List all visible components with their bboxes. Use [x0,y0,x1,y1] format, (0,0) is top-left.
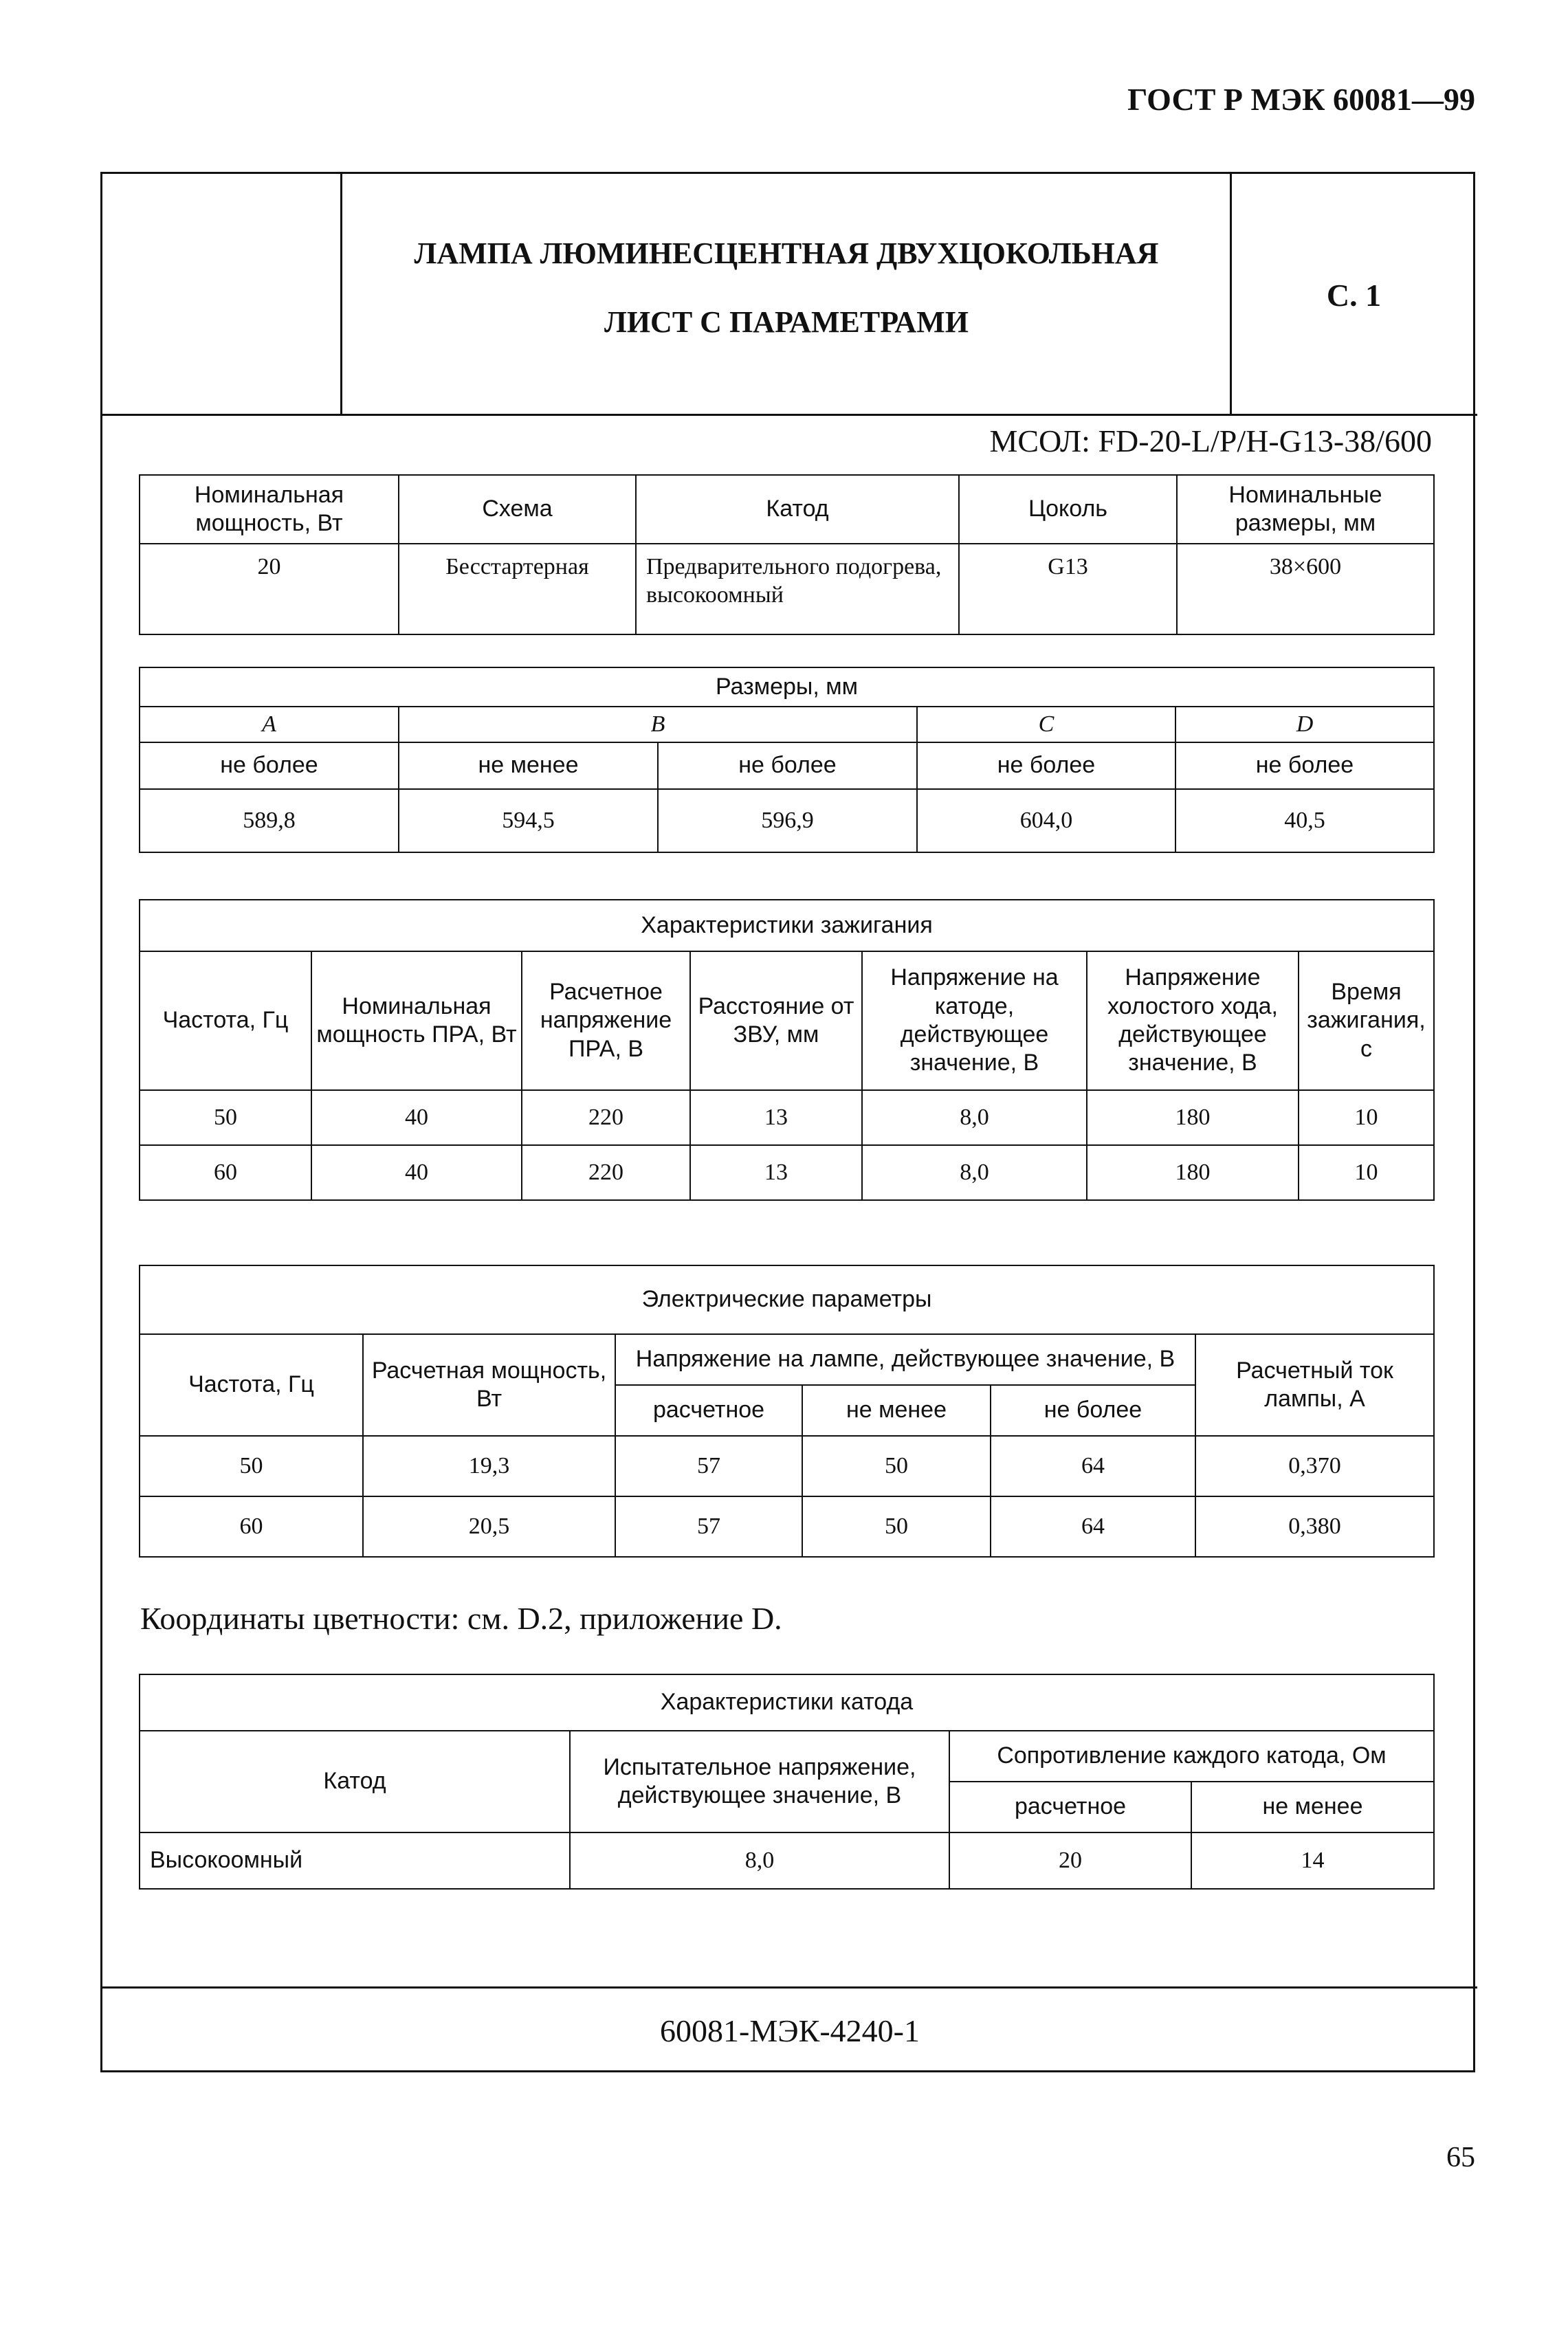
cath-subheader-rated: расчетное [949,1782,1191,1832]
dim-value-a: 589,8 [140,789,399,852]
dim-letter-b: B [399,707,917,742]
page-number: 65 [1446,2142,1475,2173]
ign-header-frequency: Частота, Гц [140,951,311,1090]
cath-subheader-min: не менее [1191,1782,1434,1832]
el-cell: 0,370 [1195,1436,1434,1496]
el-cell: 64 [991,1436,1195,1496]
value-cathode: Предварительного подогрева, высокоомный [636,544,959,634]
header-nominal-dimensions: Номинальные размеры, мм [1177,475,1434,544]
el-header-power: Расчетная мощность, Вт [363,1334,615,1436]
ign-header-open-circuit-voltage: Напряжение холостого хода, действующее значение, В [1087,951,1299,1090]
el-subheader-rated: расчетное [615,1385,802,1436]
dim-letter-c: C [917,707,1175,742]
ign-cell: 10 [1299,1145,1434,1200]
electrical-table [139,1265,1435,1558]
ign-header-ballast-power: Номинальная мощность ПРА, Вт [311,951,522,1090]
cath-value-test-voltage: 8,0 [570,1832,949,1889]
ign-cell: 40 [311,1090,522,1145]
value-nominal-power: 20 [140,544,399,634]
ign-cell: 13 [690,1090,862,1145]
table-row [140,1090,1434,1145]
ign-cell: 8,0 [862,1145,1087,1200]
el-cell: 50 [140,1436,363,1496]
dim-limit-d: не более [1175,742,1434,789]
lamp-designation: МСОЛ: FD-20-L/P/H-G13-38/600 [989,423,1432,458]
cath-header-test-voltage: Испытательное напряжение, действующее значение, В [570,1731,949,1832]
cathode-title: Характеристики катода [140,1674,1434,1731]
cath-value-rated: 20 [949,1832,1191,1889]
el-header-current: Расчетный ток лампы, А [1195,1334,1434,1436]
ign-cell: 220 [522,1145,690,1200]
sheet-page-label: С. 1 [1326,278,1382,313]
ign-header-distance: Расстояние от ЗВУ, мм [690,951,862,1090]
ign-header-ignition-time: Время зажигания, с [1299,951,1434,1090]
el-header-lamp-voltage: Напряжение на лампе, действующее значение, В [615,1334,1195,1385]
ign-cell: 60 [140,1145,311,1200]
value-cap: G13 [959,544,1177,634]
sheet-code: 60081-МЭК-4240-1 [660,2013,920,2048]
dim-letter-d: D [1175,707,1434,742]
header-nominal-power: Номинальная мощность, Вт [140,475,399,544]
lamp-main-table [139,474,1435,635]
electrical-title: Электрические параметры [140,1265,1434,1334]
ignition-title: Характеристики зажигания [140,900,1434,951]
ign-cell: 10 [1299,1090,1434,1145]
ign-cell: 180 [1087,1145,1299,1200]
dim-limit-c: не более [917,742,1175,789]
standard-number: ГОСТ Р МЭК 60081—99 [1127,82,1475,117]
ign-header-cathode-voltage: Напряжение на катоде, действующее значение, В [862,951,1087,1090]
ign-cell: 180 [1087,1090,1299,1145]
el-cell: 50 [802,1436,991,1496]
dim-value-c: 604,0 [917,789,1175,852]
chromaticity-note: Координаты цветности: см. D.2, приложение D. [140,1601,782,1636]
header-cathode: Катод [636,475,959,544]
dim-letter-a: A [140,707,399,742]
dimensions-title: Размеры, мм [140,667,1434,707]
ign-cell: 40 [311,1145,522,1200]
dim-limit-a: не более [140,742,399,789]
value-scheme: Бесстартерная [399,544,636,634]
dim-value-b-max: 596,9 [658,789,917,852]
cath-value-type: Высокоомный [140,1832,570,1889]
el-cell: 57 [615,1496,802,1557]
ign-cell: 8,0 [862,1090,1087,1145]
value-nominal-dimensions: 38×600 [1177,544,1434,634]
el-header-frequency: Частота, Гц [140,1334,363,1436]
ign-header-ballast-voltage: Расчетное напряжение ПРА, В [522,951,690,1090]
table-row [140,1145,1434,1200]
dimensions-table [139,667,1435,853]
ignition-table [139,899,1435,1201]
ign-cell: 220 [522,1090,690,1145]
table-row [140,1832,1434,1889]
table-row [140,1436,1434,1496]
dim-limit-b-max: не более [658,742,917,789]
el-cell: 64 [991,1496,1195,1557]
sheet-title-line1: ЛАМПА ЛЮМИНЕСЦЕНТНАЯ ДВУХЦОКОЛЬНАЯ [414,236,1159,270]
el-subheader-max: не более [991,1385,1195,1436]
cath-header-resistance: Сопротивление каждого катода, Ом [949,1731,1434,1782]
header-scheme: Схема [399,475,636,544]
dim-value-d: 40,5 [1175,789,1434,852]
table-row [140,1496,1434,1557]
dim-limit-b-min: не менее [399,742,658,789]
el-cell: 19,3 [363,1436,615,1496]
header-cap: Цоколь [959,475,1177,544]
ign-cell: 50 [140,1090,311,1145]
el-cell: 60 [140,1496,363,1557]
el-subheader-min: не менее [802,1385,991,1436]
sheet-title-line2: ЛИСТ С ПАРАМЕТРАМИ [604,305,969,339]
el-cell: 57 [615,1436,802,1496]
el-cell: 20,5 [363,1496,615,1557]
el-cell: 0,380 [1195,1496,1434,1557]
el-cell: 50 [802,1496,991,1557]
ign-cell: 13 [690,1145,862,1200]
cath-value-min: 14 [1191,1832,1434,1889]
cathode-table [139,1674,1435,1890]
dim-value-b-min: 594,5 [399,789,658,852]
cath-header-cathode: Катод [140,1731,570,1832]
